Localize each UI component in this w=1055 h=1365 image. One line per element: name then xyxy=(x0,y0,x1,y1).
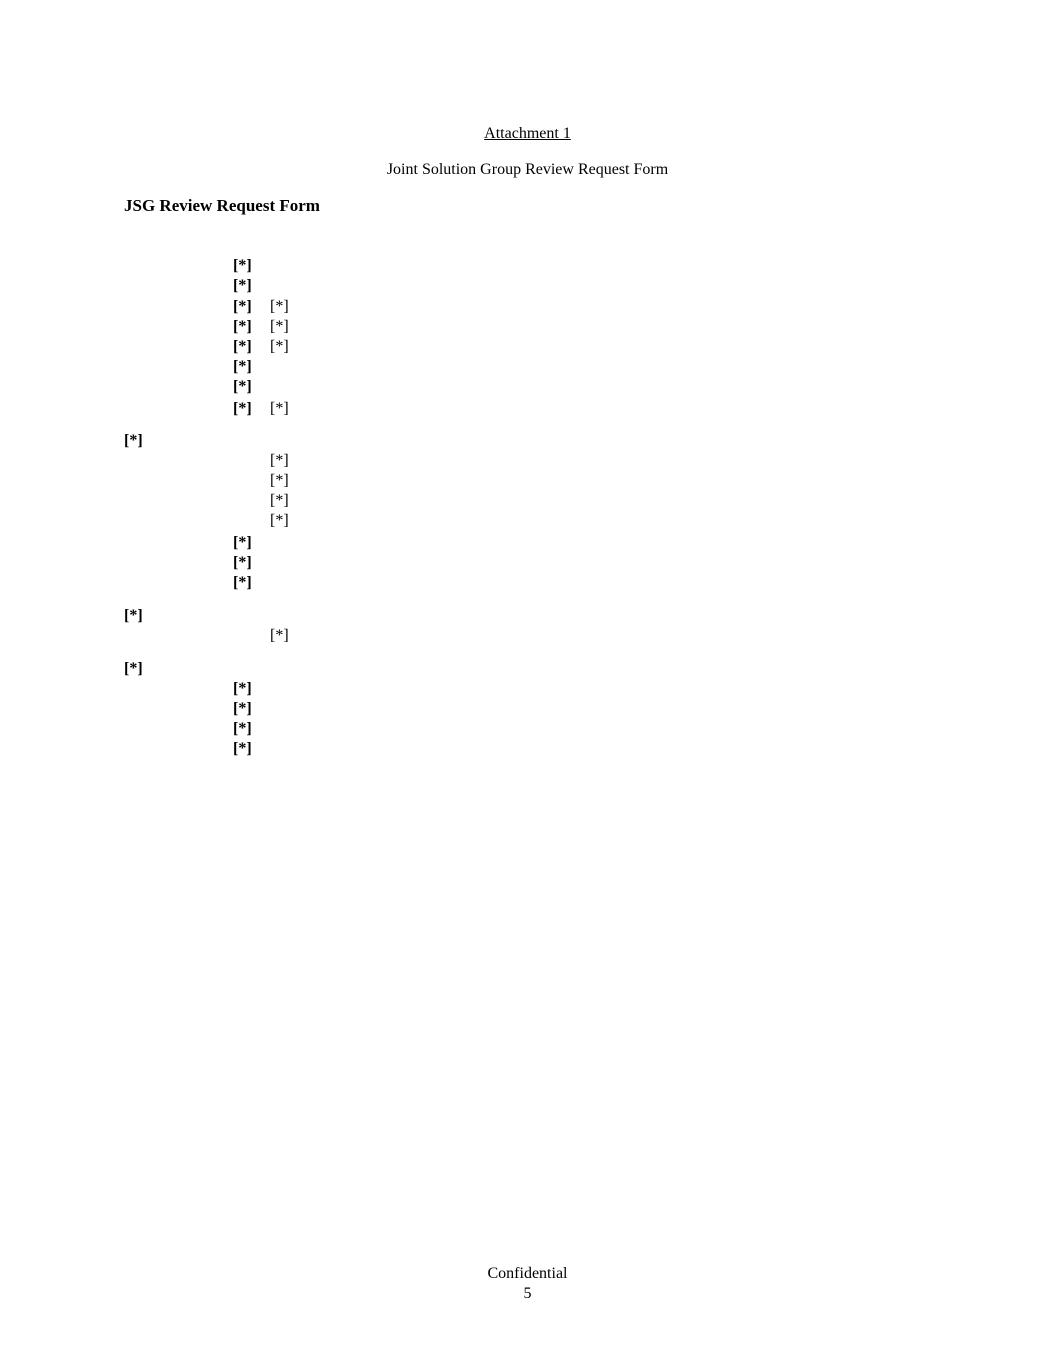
redacted-value: [*] xyxy=(270,472,289,489)
section-heading: [*] xyxy=(124,607,143,624)
redacted-label: [*] xyxy=(233,358,252,375)
redacted-value: [*] xyxy=(270,512,289,529)
form-title: JSG Review Request Form xyxy=(124,196,320,215)
redacted-value: [*] xyxy=(270,492,289,509)
redacted-value: [*] xyxy=(270,338,289,355)
redacted-label: [*] xyxy=(233,318,252,335)
footer-confidential: Confidential xyxy=(487,1265,568,1282)
redacted-value: [*] xyxy=(270,627,289,644)
redacted-label: [*] xyxy=(233,740,252,757)
section-heading: [*] xyxy=(124,432,143,449)
redacted-label: [*] xyxy=(233,257,252,274)
document-subtitle: Joint Solution Group Review Request Form xyxy=(386,161,669,178)
redacted-label: [*] xyxy=(233,298,252,315)
redacted-value: [*] xyxy=(270,298,289,315)
redacted-label: [*] xyxy=(233,680,252,697)
redacted-label: [*] xyxy=(233,534,252,551)
attachment-heading: Attachment 1 xyxy=(484,125,571,142)
section-heading: [*] xyxy=(124,660,143,677)
redacted-label: [*] xyxy=(233,700,252,717)
redacted-label: [*] xyxy=(233,277,252,294)
redacted-label: [*] xyxy=(233,574,252,591)
redacted-value: [*] xyxy=(270,400,289,417)
redacted-label: [*] xyxy=(233,720,252,737)
redacted-label: [*] xyxy=(233,400,252,417)
redacted-label: [*] xyxy=(233,378,252,395)
page-number: 5 xyxy=(523,1285,532,1302)
redacted-value: [*] xyxy=(270,318,289,335)
redacted-value: [*] xyxy=(270,452,289,469)
redacted-label: [*] xyxy=(233,554,252,571)
redacted-label: [*] xyxy=(233,338,252,355)
